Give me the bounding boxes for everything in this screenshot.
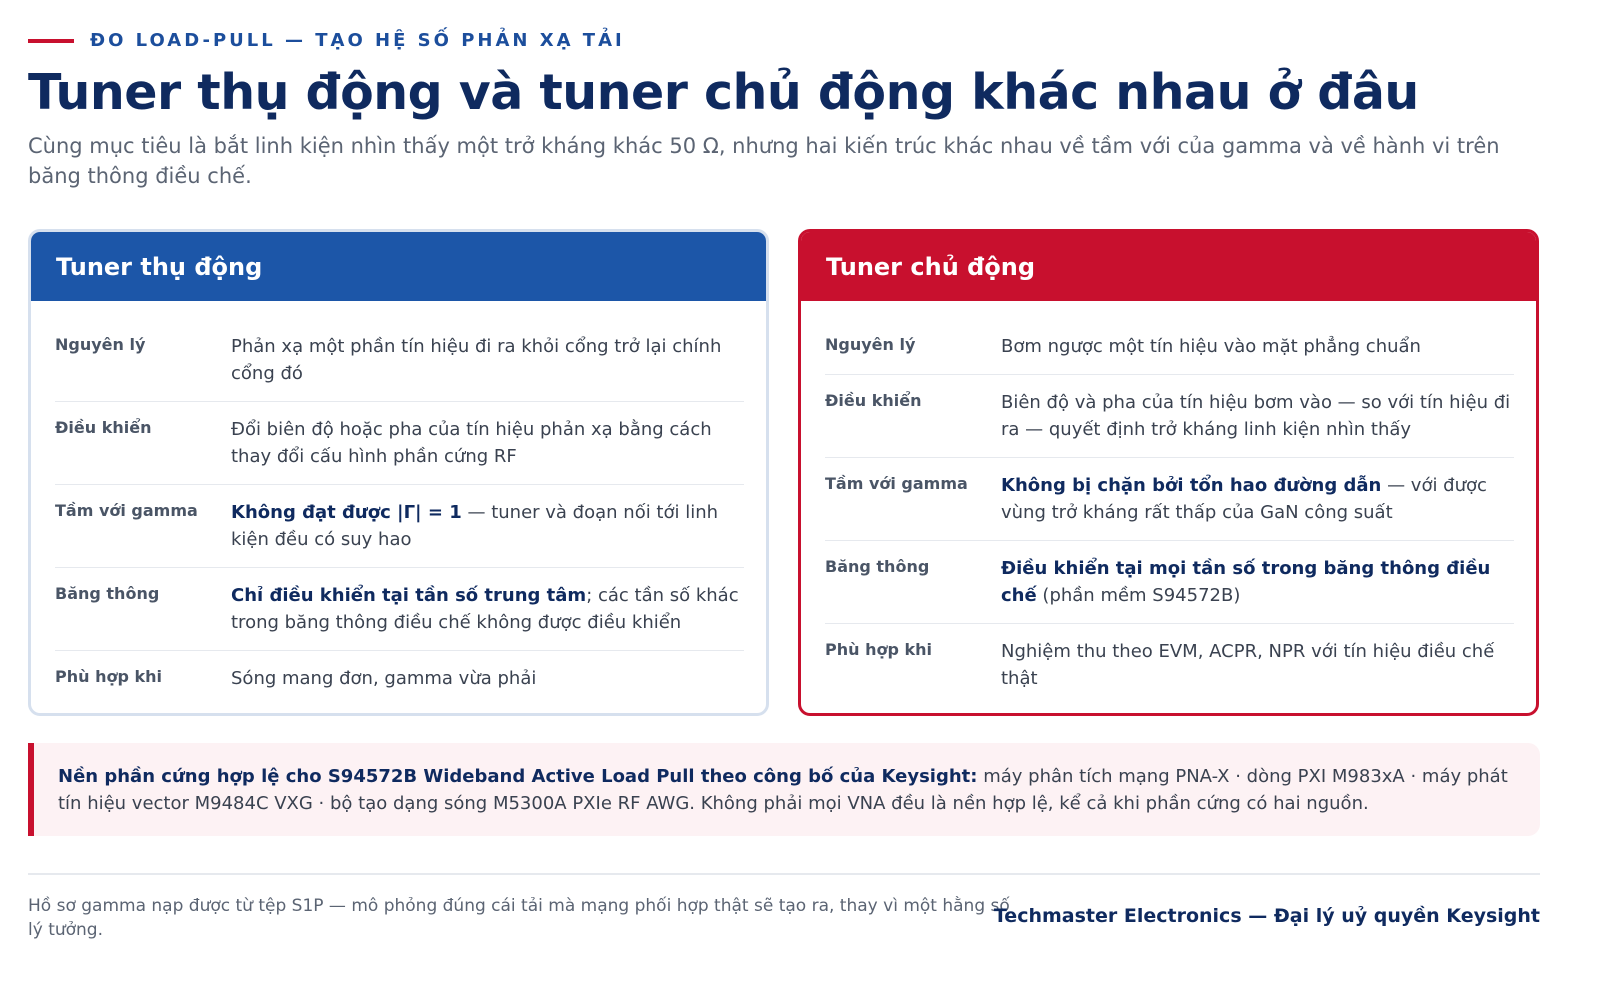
kicker: [28, 30, 625, 51]
row-value: [231, 416, 744, 470]
active-card-header: Tuner chủ động: [801, 232, 1536, 301]
row-value: [1001, 638, 1514, 692]
footer-note: Hồ sơ gamma nạp được từ tệp S1P — mô phỏng đúng cái tải mà mạng phối hợp thật sẽ tạo ra, thay vì một hằng số lý tưởng.: [28, 896, 1010, 940]
row-value-text: — với được vùng trở kháng rất thấp của GaN công suất: [1001, 475, 1487, 523]
row-value-text: Sóng mang đơn, gamma vừa phải: [231, 668, 537, 689]
note-text: máy phân tích mạng PNA-X · dòng PXI M983xA · máy phát tín hiệu vector M9484C VXG · bộ tạo dạng sóng M5300A PXIe RF AWG. Không phải mọi VNA đều là nền hợp lệ, kể cả khi phần cứng có hai nguồn.: [58, 766, 1508, 814]
passive-row: [55, 568, 744, 651]
row-value-bold: Không bị chặn bởi tổn hao đường dẫn: [1001, 475, 1382, 496]
row-label: Phù hợp khi: [825, 640, 932, 659]
active-row: [825, 319, 1514, 375]
page-title: Tuner thụ động và tuner chủ động khác nhau ở đâu: [28, 64, 1419, 121]
passive-row: [55, 319, 744, 402]
row-value-bold: Điều khiển tại mọi tần số trong băng thông điều chế: [1001, 558, 1491, 606]
row-value: [231, 582, 744, 636]
passive-row: [55, 402, 744, 485]
active-tuner-card: [798, 229, 1539, 716]
row-value-text: Bơm ngược một tín hiệu vào mặt phẳng chuẩn: [1001, 336, 1421, 357]
passive-row: [55, 485, 744, 568]
row-value-bold: Không đạt được |Γ| = 1: [231, 502, 462, 523]
row-value-text: Phản xạ một phần tín hiệu đi ra khỏi cổng trở lại chính cổng đó: [231, 336, 722, 384]
passive-row: [55, 651, 744, 706]
passive-card-body: [31, 301, 766, 706]
row-label: Băng thông: [825, 557, 930, 576]
row-label: Điều khiển: [825, 391, 922, 410]
row-value: [231, 333, 744, 387]
active-row: [825, 375, 1514, 458]
hardware-note: [28, 743, 1540, 836]
active-row: [825, 624, 1514, 706]
row-label: Phù hợp khi: [55, 667, 162, 686]
row-label: Băng thông: [55, 584, 160, 603]
page-subtitle: Cùng mục tiêu là bắt linh kiện nhìn thấy một trở kháng khác 50 Ω, nhưng hai kiến trúc khác nhau về tầm với của gamma và về hành vi trên băng thông điều chế.: [28, 134, 1500, 188]
row-value-text: (phần mềm S94572B): [1036, 585, 1241, 606]
passive-tuner-card: [28, 229, 769, 716]
active-card-body: [801, 301, 1536, 706]
active-row: [825, 458, 1514, 541]
kicker-text: ĐO LOAD-PULL — TẠO HỆ SỐ PHẢN XẠ TẢI: [90, 30, 625, 51]
row-value-bold: Chỉ điều khiển tại tần số trung tâm: [231, 585, 587, 606]
row-value-text: — tuner và đoạn nối tới linh kiện đều có suy hao: [231, 502, 719, 550]
row-value: [231, 499, 744, 553]
row-value-text: Nghiệm thu theo EVM, ACPR, NPR với tín hiệu điều chế thật: [1001, 641, 1495, 689]
row-label: Nguyên lý: [55, 335, 146, 354]
kicker-accent-line: [28, 39, 74, 43]
row-value-text: Đổi biên độ hoặc pha của tín hiệu phản xạ bằng cách thay đổi cấu hình phần cứng RF: [231, 419, 712, 467]
row-value-text: Biên độ và pha của tín hiệu bơm vào — so với tín hiệu đi ra — quyết định trở kháng linh kiện nhìn thấy: [1001, 392, 1511, 440]
row-label: Tầm với gamma: [55, 501, 198, 520]
passive-card-header: Tuner thụ động: [31, 232, 766, 301]
active-row: [825, 541, 1514, 624]
footer-brand: Techmaster Electronics — Đại lý uỷ quyền Keysight: [993, 905, 1540, 927]
row-value: [1001, 389, 1514, 443]
row-value: [231, 665, 744, 692]
row-value: [1001, 472, 1514, 526]
note-bold: Nền phần cứng hợp lệ cho S94572B Wideband Active Load Pull theo công bố của Keysight:: [58, 766, 978, 787]
row-value: [1001, 555, 1514, 609]
row-value: [1001, 333, 1514, 360]
row-label: Tầm với gamma: [825, 474, 968, 493]
footer-divider: [28, 873, 1540, 875]
row-label: Điều khiển: [55, 418, 152, 437]
row-label: Nguyên lý: [825, 335, 916, 354]
row-value-text: ; các tần số khác trong băng thông điều chế không được điều khiển: [231, 585, 739, 633]
